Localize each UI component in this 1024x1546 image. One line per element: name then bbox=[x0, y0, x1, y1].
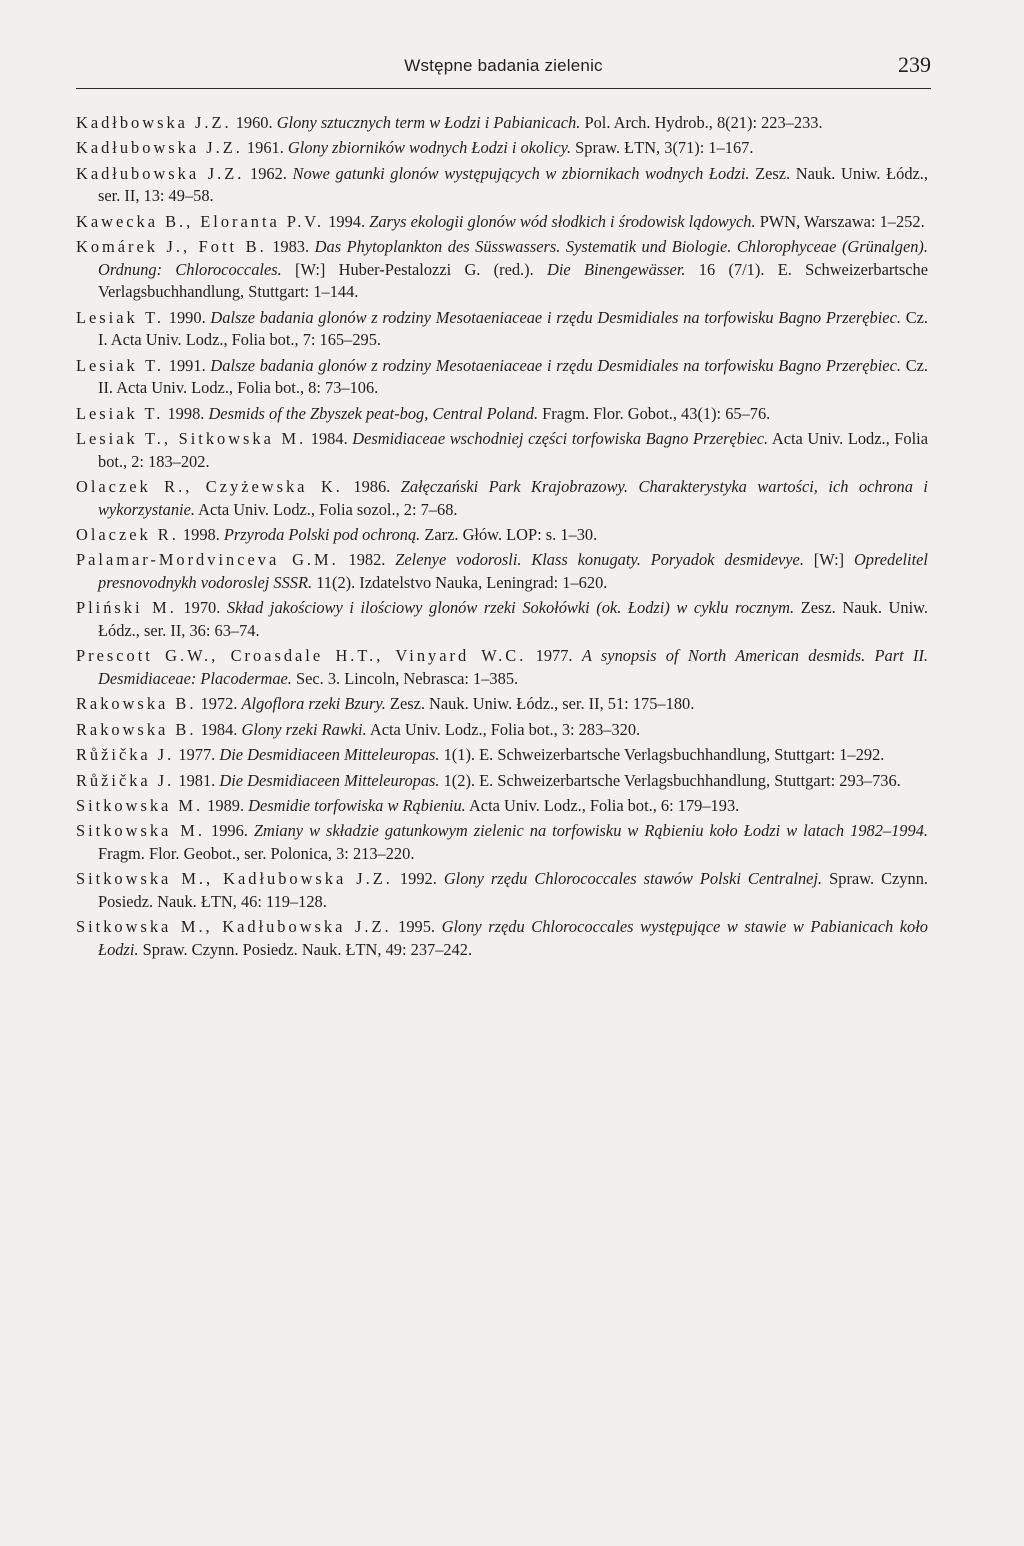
reference-authors: Růžička J. bbox=[76, 770, 175, 790]
reference-details: Cz. I. Acta Univ. Lodz., Folia bot., 7: 165–295. bbox=[98, 307, 929, 350]
reference-entry bbox=[76, 112, 928, 135]
reference-authors: Kadłubowska J.Z. bbox=[76, 138, 243, 158]
reference-details: PWN, Warszawa: 1–252. bbox=[755, 211, 925, 231]
reference-details: Zesz. Nauk. Uniw. Łódz., ser. II, 51: 175–180. bbox=[385, 694, 695, 714]
reference-details: Spraw. Czynn. Posiedz. Nauk. ŁTN, 49: 237–242. bbox=[138, 939, 473, 959]
reference-title: Glony rzędu Chlorococcales stawów Polski Centralnej. bbox=[443, 869, 823, 889]
reference-details: Acta Univ. Lodz., Folia bot., 6: 179–193. bbox=[465, 795, 740, 815]
reference-details: Acta Univ. Lodz., Folia sozol., 2: 7–68. bbox=[194, 499, 458, 519]
reference-title: Die Desmidiaceen Mitteleuropas. bbox=[219, 770, 440, 790]
reference-title: Glony rzeki Rawki. bbox=[241, 719, 367, 739]
reference-details: [W:] bbox=[803, 550, 854, 570]
reference-details: Fragm. Flor. Geobot., ser. Polonica, 3: 213–220. bbox=[98, 843, 415, 863]
reference-authors: Lesiak T. bbox=[76, 307, 165, 327]
reference-authors: Sitkowska M. bbox=[76, 821, 205, 841]
reference-title: Glony zbiorników wodnych Łodzi i okolicy. bbox=[287, 138, 572, 158]
reference-year: 1992. bbox=[392, 869, 444, 889]
reference-authors: Komárek J., Fott B. bbox=[76, 237, 267, 257]
reference-title: Desmidiaceae wschodniej części torfowiska Bagno Przerębiec. bbox=[352, 429, 769, 449]
reference-entry bbox=[76, 597, 928, 642]
reference-details: Spraw. Czynn. Posiedz. Nauk. ŁTN, 46: 119–128. bbox=[98, 869, 928, 911]
reference-details: Spraw. ŁTN, 3(71): 1–167. bbox=[571, 138, 754, 158]
reference-entry bbox=[76, 476, 928, 521]
reference-entry bbox=[76, 744, 928, 767]
reference-list bbox=[76, 112, 928, 964]
reference-year: 1995. bbox=[391, 917, 442, 937]
reference-entry bbox=[76, 549, 928, 594]
reference-entry bbox=[76, 211, 928, 234]
reference-authors: Lesiak T. bbox=[76, 403, 164, 423]
reference-title: Die Desmidiaceen Mitteleuropas. bbox=[219, 745, 440, 765]
reference-year: 1984. bbox=[196, 719, 242, 739]
reference-entry bbox=[76, 307, 928, 352]
running-title: Wstępne badania zielenic bbox=[404, 56, 603, 75]
reference-authors: Lesiak T., Sitkowska M. bbox=[76, 429, 307, 449]
reference-entry bbox=[76, 163, 928, 208]
reference-details: 1(1). E. Schweizerbartsche Verlagsbuchhandlung, Stuttgart: 1–292. bbox=[439, 745, 885, 765]
reference-title: Das Phytoplankton des Süsswassers. Systematik und Biologie. Chlorophyceae (Grünalgen). Ordnung: Chlorococcales. bbox=[98, 237, 928, 279]
reference-entry bbox=[76, 770, 928, 793]
reference-details: Acta Univ. Lodz., Folia bot., 2: 183–202. bbox=[98, 429, 928, 471]
reference-title: Przyroda Polski pod ochroną. bbox=[223, 525, 421, 545]
reference-authors: Rakowska B. bbox=[76, 694, 197, 714]
reference-year: 1998. bbox=[163, 403, 209, 423]
reference-title: Desmidie torfowiska w Rąbieniu. bbox=[248, 795, 466, 815]
reference-authors: Kadłubowska J.Z. bbox=[76, 163, 245, 183]
reference-year: 1970. bbox=[176, 598, 227, 618]
reference-entry bbox=[76, 137, 928, 160]
reference-title: Glony sztucznych term w Łodzi i Pabianicach. bbox=[276, 113, 581, 132]
reference-year: 1984. bbox=[306, 429, 353, 449]
reference-details: Acta Univ. Lodz., Folia bot., 3: 283–320. bbox=[366, 719, 641, 739]
reference-authors: Kadłbowska J.Z. bbox=[76, 113, 232, 132]
reference-year: 1998. bbox=[178, 525, 224, 545]
reference-authors: Sitkowska M., Kadłubowska J.Z. bbox=[76, 869, 393, 889]
reference-title: Opredelitel presnovodnykh vodoroslej SSSR. bbox=[98, 550, 928, 593]
reference-year: 1977. bbox=[174, 745, 220, 765]
reference-details: Zarz. Głów. LOP: s. 1–30. bbox=[420, 525, 598, 545]
reference-year: 1986. bbox=[342, 477, 401, 497]
reference-details: Zesz. Nauk. Uniw. Łódz., ser. II, 36: 63–74. bbox=[98, 598, 929, 641]
reference-authors: Kawecka B., Eloranta P.V. bbox=[76, 211, 325, 231]
reference-entry bbox=[76, 693, 928, 716]
reference-details: 11(2). Izdatelstvo Nauka, Leningrad: 1–620. bbox=[312, 573, 608, 593]
reference-authors: Rakowska B. bbox=[76, 719, 197, 739]
reference-details: Zesz. Nauk. Uniw. Łódz., ser. II, 13: 49–58. bbox=[98, 163, 929, 206]
reference-entry bbox=[76, 719, 928, 742]
reference-year: 1960. bbox=[231, 113, 277, 132]
reference-details: Pol. Arch. Hydrob., 8(21): 223–233. bbox=[580, 113, 823, 132]
reference-year: 1981. bbox=[174, 770, 220, 790]
reference-details: Fragm. Flor. Gobot., 43(1): 65–76. bbox=[538, 403, 771, 423]
reference-title: Algoflora rzeki Bzury. bbox=[241, 694, 386, 714]
reference-authors: Pliński M. bbox=[76, 598, 177, 618]
reference-title: Dalsze badania glonów z rodziny Mesotaeniaceae i rzędu Desmidiales na torfowisku Bagno Przerębiec. bbox=[210, 307, 901, 327]
reference-title: Skład jakościowy i ilościowy glonów rzeki Sokołówki (ok. Łodzi) w cyklu rocznym. bbox=[226, 598, 795, 618]
reference-year: 1990. bbox=[164, 307, 211, 327]
reference-entry bbox=[76, 403, 928, 426]
reference-details: Sec. 3. Lincoln, Nebrasca: 1–385. bbox=[291, 669, 519, 689]
reference-title: Glony rzędu Chlorococcales występujące w stawie w Pabianicach koło Łodzi. bbox=[98, 917, 928, 959]
reference-entry bbox=[76, 428, 928, 473]
reference-title: Zmiany w składzie gatunkowym zielenic na torfowisku w Rąbieniu koło Łodzi w latach 1982–1994. bbox=[253, 821, 928, 841]
reference-title: Die Binengewässer. bbox=[547, 259, 686, 279]
reference-details: Cz. II. Acta Univ. Lodz., Folia bot., 8: 73–106. bbox=[98, 355, 929, 398]
reference-entry bbox=[76, 236, 928, 304]
reference-title: Nowe gatunki glonów występujących w zbiornikach wodnych Łodzi. bbox=[292, 163, 750, 183]
reference-year: 1982. bbox=[338, 550, 396, 570]
reference-title: Załęczański Park Krajobrazowy. Charakterystyka wartości, ich ochrona i wykorzystanie. bbox=[98, 477, 928, 519]
reference-year: 1961. bbox=[242, 138, 288, 158]
reference-entry bbox=[76, 524, 928, 547]
reference-entry bbox=[76, 820, 928, 865]
reference-authors: Prescott G.W., Croasdale H.T., Vinyard W.C. bbox=[76, 646, 527, 666]
reference-details: 1(2). E. Schweizerbartsche Verlagsbuchhandlung, Stuttgart: 293–736. bbox=[439, 770, 901, 790]
reference-entry bbox=[76, 916, 928, 961]
reference-details: 16 (7/1). E. Schweizerbartsche Verlagsbuchhandlung, Stuttgart: 1–144. bbox=[98, 259, 928, 302]
reference-title: Dalsze badania glonów z rodziny Mesotaeniaceae i rzędu Desmidiales na torfowisku Bagno Przerębiec. bbox=[210, 355, 901, 375]
reference-entry bbox=[76, 645, 928, 690]
reference-title: Zelenye vodorosli. Klass konugaty. Poryadok desmidevye. bbox=[395, 550, 804, 570]
reference-authors: Olaczek R., Czyżewska K. bbox=[76, 477, 343, 497]
reference-authors: Palamar-Mordvinceva G.M. bbox=[76, 550, 339, 570]
reference-year: 1994. bbox=[324, 211, 370, 231]
reference-year: 1983. bbox=[266, 237, 315, 257]
reference-year: 1991. bbox=[164, 355, 211, 375]
reference-authors: Růžička J. bbox=[76, 745, 175, 765]
reference-details: [W:] Huber-Pestalozzi G. (red.). bbox=[281, 259, 548, 279]
reference-year: 1977. bbox=[526, 646, 582, 666]
reference-entry bbox=[76, 795, 928, 818]
reference-year: 1972. bbox=[196, 694, 242, 714]
reference-title: Desmids of the Zbyszek peat-bog, Central Poland. bbox=[208, 403, 539, 423]
reference-title: Zarys ekologii glonów wód słodkich i środowisk lądowych. bbox=[369, 211, 756, 231]
reference-year: 1996. bbox=[204, 821, 254, 841]
reference-authors: Sitkowska M., Kadłubowska J.Z. bbox=[76, 917, 392, 937]
reference-year: 1962. bbox=[244, 163, 293, 183]
page-header bbox=[76, 52, 931, 89]
reference-entry bbox=[76, 868, 928, 913]
reference-authors: Lesiak T. bbox=[76, 355, 165, 375]
reference-title: A synopsis of North American desmids. Part II. Desmidiaceae: Placodermae. bbox=[98, 646, 928, 689]
page-number: 239 bbox=[898, 52, 931, 77]
reference-authors: Sitkowska M. bbox=[76, 795, 204, 815]
reference-year: 1989. bbox=[203, 795, 249, 815]
reference-entry bbox=[76, 355, 928, 400]
reference-authors: Olaczek R. bbox=[76, 525, 179, 545]
